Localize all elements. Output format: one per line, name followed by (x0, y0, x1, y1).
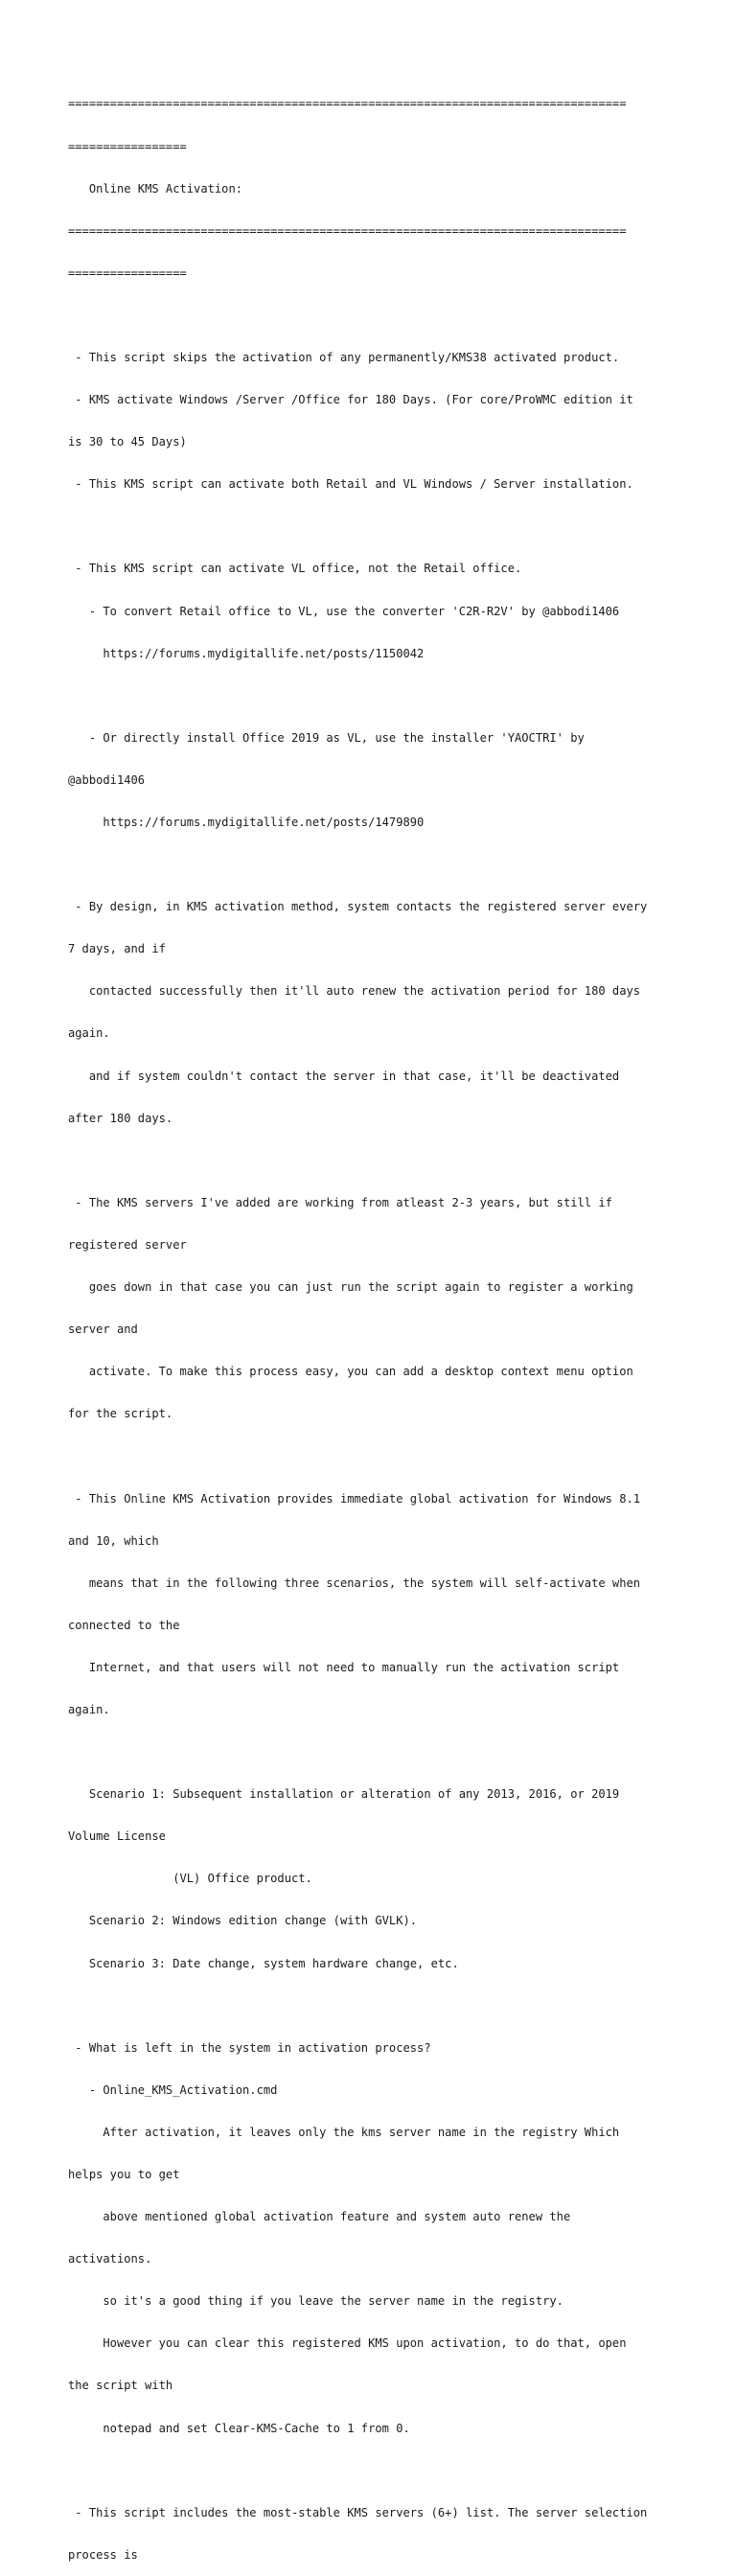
separator-line: ================================================================================ (68, 223, 627, 238)
separator-line-wrap: ================= (68, 139, 187, 153)
text-line: - To convert Retail office to VL, use the converter 'C2R-R2V' by @abbodi1406 (68, 604, 620, 618)
text-line: activations. (68, 2252, 152, 2266)
text-line: - This Online KMS Activation provides immediate global activation for Windows 8.1 (68, 1491, 641, 1506)
scenario-line: Scenario 3: Date change, system hardware change, etc. (68, 1956, 459, 1970)
scenario-line: (VL) Office product. (68, 1872, 312, 1886)
blank-line (68, 309, 681, 323)
text-line: However you can clear this registered KMS upon activation, to do that, open (68, 2336, 627, 2351)
text-line: 7 days, and if (68, 942, 166, 956)
blank-line (68, 1449, 681, 1463)
blank-line (68, 1154, 681, 1168)
text-line: helps you to get (68, 2168, 180, 2181)
blank-line (68, 1745, 681, 1760)
text-line: after 180 days. (68, 1111, 173, 1125)
blank-line (68, 689, 681, 703)
text-line: - By design, in KMS activation method, system contacts the registered server every (68, 900, 648, 914)
text-line: - KMS activate Windows /Server /Office for 180 Days. (For core/ProWMC edition it (68, 393, 633, 407)
text-line: - This KMS script can activate VL office, not the Retail office. (68, 562, 522, 576)
section-title: Online KMS Activation: (68, 181, 243, 196)
text-line: - What is left in the system in activation process? (68, 2040, 431, 2055)
separator-line: ================================================================================ (68, 97, 627, 111)
text-line: again. (68, 1702, 110, 1716)
text-line: above mentioned global activation feature and system auto renew the (68, 2210, 571, 2224)
text-line: for the script. (68, 1407, 173, 1421)
blank-line (68, 858, 681, 872)
text-line: goes down in that case you can just run the script again to register a working (68, 1280, 633, 1295)
text-line: - Or directly install Office 2019 as VL, use the installer 'YAOCTRI' by (68, 730, 585, 745)
text-line: process is (68, 2547, 138, 2562)
blank-line (68, 519, 681, 534)
url-line: https://forums.mydigitallife.net/posts/1479890 (68, 816, 425, 829)
text-line: the script with (68, 2379, 173, 2393)
text-line: - This script includes the most-stable KMS servers (6+) list. The server selection (68, 2505, 648, 2519)
text-line: means that in the following three scenarios, the system will self-activate when (68, 1576, 641, 1590)
separator-line-wrap: ================= (68, 265, 187, 280)
url-line: https://forums.mydigitallife.net/posts/1150042 (68, 646, 425, 660)
text-line: server and (68, 1322, 138, 1337)
text-line: After activation, it leaves only the kms server name in the registry Which (68, 2125, 620, 2139)
blank-line (68, 1999, 681, 2013)
text-line: is 30 to 45 Days) (68, 435, 187, 449)
blank-line (68, 2464, 681, 2478)
text-line: - Online_KMS_Activation.cmd (68, 2082, 278, 2097)
text-line: - This script skips the activation of any permanently/KMS38 activated product. (68, 350, 620, 364)
scenario-line: Volume License (68, 1829, 166, 1844)
text-line: and if system couldn't contact the server in that case, it'll be deactivated (68, 1069, 620, 1083)
text-line: again. (68, 1026, 110, 1041)
scenario-line: Scenario 2: Windows edition change (with GVLK). (68, 1914, 418, 1928)
text-line: registered server (68, 1237, 187, 1252)
text-line: @abbodi1406 (68, 772, 146, 787)
text-line: contacted successfully then it'll auto renew the activation period for 180 days (68, 984, 641, 999)
text-line: so it's a good thing if you leave the server name in the registry. (68, 2294, 564, 2309)
text-line: - This KMS script can activate both Retail and VL Windows / Server installation. (68, 477, 633, 492)
text-line: activate. To make this process easy, you can add a desktop context menu option (68, 1365, 633, 1379)
text-line: - The KMS servers I've added are working from atleast 2-3 years, but still if (68, 1195, 612, 1209)
text-line: notepad and set Clear-KMS-Cache to 1 from 0. (68, 2421, 410, 2435)
text-line: Internet, and that users will not need to manually run the activation script (68, 1660, 620, 1674)
text-line: and 10, which (68, 1533, 159, 1548)
document-page (68, 69, 681, 2576)
text-line: connected to the (68, 1618, 180, 1632)
scenario-line: Scenario 1: Subsequent installation or alteration of any 2013, 2016, or 2019 (68, 1787, 620, 1802)
